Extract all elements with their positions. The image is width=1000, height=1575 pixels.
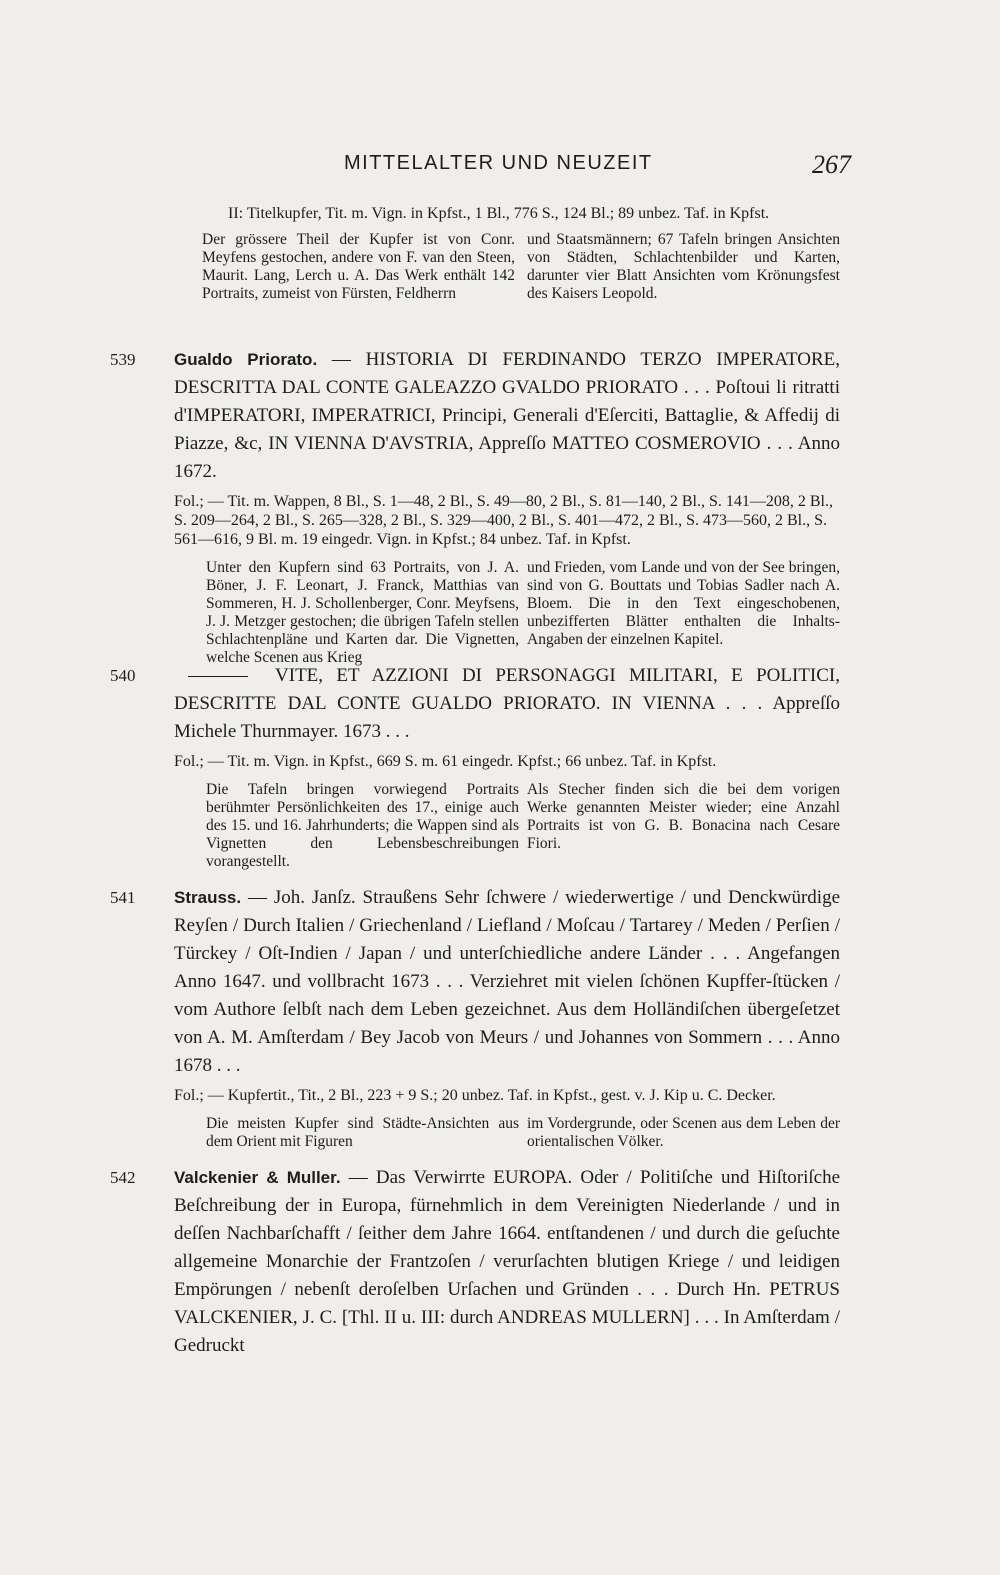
entry-title [174, 1164, 840, 1360]
entry-number: 541 [110, 888, 136, 907]
entry-number: 539 [110, 350, 136, 369]
entry-title-text: VITE, ET AZZIONI DI PERSONAGGI MILITARI, E POLITICI, DESCRITTE DAL CONTE GUALDO PRIORATO. IN VIENNA . . . Appreſſo Michele Thurnmayer. 1673 . . . [174, 665, 840, 742]
note-right: im Vordergrunde, oder Scenen aus dem Leben der orientalischen Völker. [527, 1115, 840, 1150]
entry-collation: Fol.; — Tit. m. Wappen, 8 Bl., S. 1—48, 2 Bl., S. 49—80, 2 Bl., S. 81—140, 2 Bl., S. 141—208, 2 Bl., S. 209—264, 2 Bl., S. 265—328, 2 Bl., S. 329—400, 2 Bl., S. 401—472, 2 Bl., S. 473—560, 2 Bl., S. 561—616, 9 Bl. m. 19 eingedr. Vign. in Kpfst.; 84 unbez. Taf. in Kpfst. [174, 493, 833, 548]
previous-entry-continuation [174, 205, 840, 303]
catalog-entry-542 [110, 1164, 840, 1360]
note-right: und Frieden, vom Lande und von der See bringen, sind von G. Bouttats und Tobias Sadler nach A. Bloem. Die in den Text eingeschobenen, unbezifferten Blätter enthalten die Inhalts-Angaben der einzelnen Kapitel. [527, 559, 840, 648]
entry-notes [206, 781, 840, 871]
running-title: MITTELALTER UND NEUZEIT [344, 152, 653, 174]
note-left: Unter den Kupfern sind 63 Portraits, von J. A. Böner, J. F. Leonart, J. Franck, Matthias van Sommeren, H. J. Schollenberger, Conr. Meyfsens, J. J. Metzger gestochen; die übrigen Tafeln stellen Schlachtenpläne und Karten dar. Die Vignetten, welche Scenen aus Krieg [206, 559, 519, 666]
entry-title [174, 884, 840, 1080]
page-number: 267 [812, 150, 851, 179]
entry-author: Gualdo Priorato. [174, 350, 318, 369]
catalog-entry-541 [110, 884, 840, 1151]
note-left: Die meisten Kupfer sind Städte-Ansichten aus dem Orient mit Figuren [206, 1115, 519, 1150]
note-left: Die Tafeln bringen vorwiegend Portraits berühmter Persönlichkeiten des 17., einige auch des 15. und 16. Jahrhunderts; die Wappen sind als Vignetten den Lebensbeschreibungen vorangestellt. [206, 781, 519, 870]
entry-title-text: — Das Verwirrte EUROPA. Oder / Politiſche und Hiſtoriſche Beſchreibung der in Europa, fürnehmlich in dem Vereinigten Niederlande / und in deſſen Nachbarſchafft / ſeither dem Jahre 1664. entſtandenen / und durch die geſuchte allgemeine Monarchie der Frantzoſen / verurſachten blutigen Kriege / und leidigen Empörungen / nebenſt deroſelben Urſachen und Gründen . . . Durch Hn. PETRUS VALCKENIER, J. C. [Thl. II u. III: durch ANDREAS MULLERN] . . . In Amſterdam / Gedruckt [174, 1167, 841, 1356]
note-right: und Staatsmännern; 67 Tafeln bringen Ansichten von Städten, Schlachtenbilder und Karten, darunter vier Blatt Ansichten vom Krönungsfest des Kaisers Leopold. [527, 231, 840, 302]
entry-author: Strauss. [174, 888, 242, 907]
note-right: Als Stecher finden sich die bei dem vorigen Werke genannten Meister wieder; eine Anzahl Portraits ist von G. B. Bonacina nach Cesare Fiori. [527, 781, 840, 852]
entry-notes [206, 1115, 840, 1151]
catalog-entry-539 [110, 346, 840, 667]
entry-title [174, 662, 840, 746]
entry-title-text: — Joh. Janſz. Straußens Sehr ſchwere / wiederwertige / und Denckwürdige Reyſen / Durch Italien / Griechenland / Liefland / Moſcau / Tartarey / Meden / Perſien / Türckey / Oſt-Indien / Japan / und unterſchiedliche andere Länder . . . Angefangen Anno 1647. und vollbracht 1673 . . . Verziehret mit vielen ſchönen Kupffer-ſtücken / vom Authore ſelbſt nach dem Leben gezeichnet. Aus dem Holländiſchen übergeſetzet von A. M. Amſterdam / Bey Jacob von Meurs / und Johannes von Sommern . . . Anno 1678 . . . [174, 887, 841, 1076]
entry-collation: Fol.; — Tit. m. Vign. in Kpfst., 669 S. m. 61 eingedr. Kpfst.; 66 unbez. Taf. in Kpfst. [174, 753, 717, 770]
entry-title [174, 346, 840, 486]
note-left: Der grössere Theil der Kupfer ist von Conr. Meyfens gestochen, andere von F. van den Steen, Maurit. Lang, Lerch u. A. Das Werk enthält 142 Portraits, zumeist von Fürsten, Feldherrn [202, 231, 515, 302]
entry-notes [206, 559, 840, 667]
previous-entry-meta: II: Titelkupfer, Tit. m. Vign. in Kpfst., 1 Bl., 776 S., 124 Bl.; 89 unbez. Taf. in Kpfst. [228, 205, 770, 222]
catalog-entry-540 [110, 662, 840, 871]
running-header [0, 152, 1000, 182]
entry-collation: Fol.; — Kupfertit., Tit., 2 Bl., 223 + 9 S.; 20 unbez. Taf. in Kpfst., gest. v. J. Kip u. C. Decker. [174, 1087, 776, 1104]
ditto-rule [188, 676, 248, 677]
previous-entry-notes [174, 231, 840, 303]
entry-author: Valckenier & Muller. [174, 1168, 341, 1187]
entry-number: 540 [110, 666, 136, 685]
entry-title-text: — HISTORIA DI FERDINANDO TERZO IMPERATORE, DESCRITTA DAL CONTE GALEAZZO GVALDO PRIORATO . . . Poſtoui li ritratti d'IMPERATORI, IMPERATRICI, Principi, Generali d'Eſerciti, Battaglie, & Affedij di Piazze, &c, IN VIENNA D'AVSTRIA, Appreſſo MATTEO COSMEROVIO . . . Anno 1672. [174, 349, 840, 482]
entry-number: 542 [110, 1168, 136, 1187]
